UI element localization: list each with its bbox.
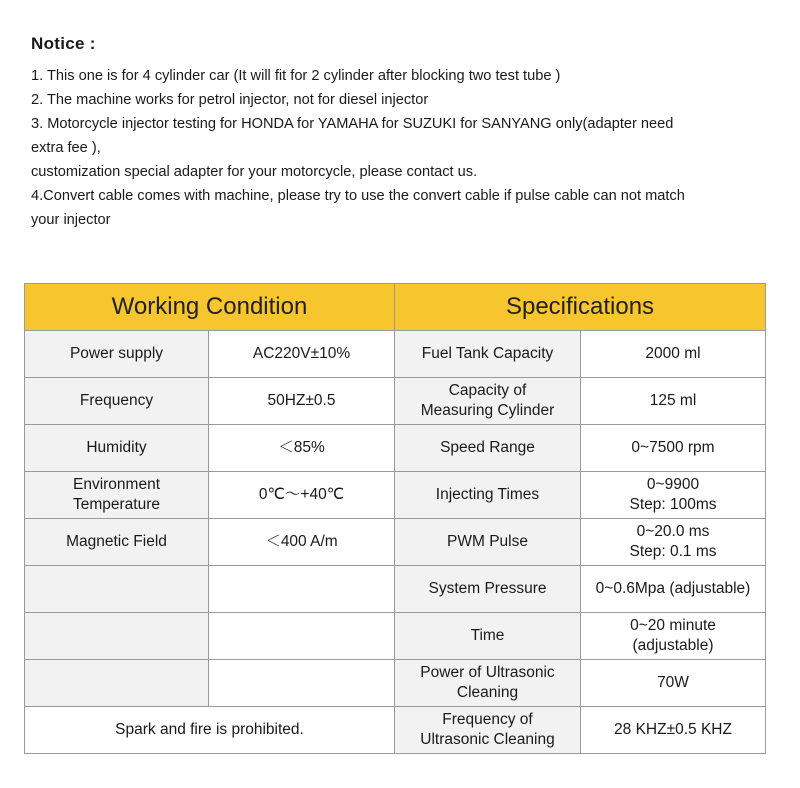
notice-title: Notice :	[31, 34, 96, 53]
spec-label: Speed Range	[395, 425, 581, 472]
empty-cell	[25, 566, 209, 613]
spec-label: Capacity of Measuring Cylinder	[395, 378, 581, 425]
spec-value: 2000 ml	[581, 331, 766, 378]
working-label: Environment Temperature	[25, 472, 209, 519]
spec-value: 0~20.0 ms Step: 0.1 ms	[581, 519, 766, 566]
spec-label: Time	[395, 613, 581, 660]
table-row	[25, 613, 766, 660]
table-header-row	[25, 284, 766, 331]
spec-label: Frequency of Ultrasonic Cleaning	[395, 707, 581, 754]
empty-cell	[25, 613, 209, 660]
table-row	[25, 425, 766, 472]
spec-label: PWM Pulse	[395, 519, 581, 566]
table-row	[25, 660, 766, 707]
table-row	[25, 472, 766, 519]
notice-section	[31, 34, 781, 232]
working-value: 50HZ±0.5	[209, 378, 395, 425]
spec-value: 0~0.6Mpa (adjustable)	[581, 566, 766, 613]
notice-line: 2. The machine works for petrol injector, not for diesel injector	[31, 92, 429, 108]
notice-line: 4.Convert cable comes with machine, please try to use the convert cable if pulse cable can not match	[31, 188, 685, 204]
spec-value: 0~7500 rpm	[581, 425, 766, 472]
empty-cell	[25, 660, 209, 707]
spec-label: System Pressure	[395, 566, 581, 613]
notice-line: customization special adapter for your motorcycle, please contact us.	[31, 164, 478, 180]
spec-value: 125 ml	[581, 378, 766, 425]
working-label: Humidity	[25, 425, 209, 472]
working-value: ＜400 A/m	[209, 519, 395, 566]
spec-value: 28 KHZ±0.5 KHZ	[581, 707, 766, 754]
working-value: ＜85%	[209, 425, 395, 472]
empty-cell	[209, 660, 395, 707]
spec-label: Fuel Tank Capacity	[395, 331, 581, 378]
working-condition-header: Working Condition	[25, 284, 395, 331]
working-label: Magnetic Field	[25, 519, 209, 566]
notice-line: extra fee ),	[31, 140, 101, 156]
notice-line: 3. Motorcycle injector testing for HONDA for YAMAHA for SUZUKI for SANYANG only(adapter need	[31, 116, 674, 132]
table-row	[25, 519, 766, 566]
working-label: Power supply	[25, 331, 209, 378]
notice-line: your injector	[31, 212, 111, 228]
table-row	[25, 378, 766, 425]
working-value: AC220V±10%	[209, 331, 395, 378]
spec-value: 0~20 minute (adjustable)	[581, 613, 766, 660]
table-row	[25, 707, 766, 754]
specifications-header: Specifications	[395, 284, 766, 331]
empty-cell	[209, 566, 395, 613]
spec-table	[24, 283, 766, 754]
spec-value: 70W	[581, 660, 766, 707]
empty-cell	[209, 613, 395, 660]
spec-label: Injecting Times	[395, 472, 581, 519]
working-note: Spark and fire is prohibited.	[25, 707, 395, 754]
spec-label: Power of Ultrasonic Cleaning	[395, 660, 581, 707]
table-row	[25, 331, 766, 378]
table-row	[25, 566, 766, 613]
notice-line: 1. This one is for 4 cylinder car (It will fit for 2 cylinder after blocking two test tube )	[31, 68, 561, 84]
working-label: Frequency	[25, 378, 209, 425]
notice-lines	[31, 64, 781, 232]
spec-value: 0~9900 Step: 100ms	[581, 472, 766, 519]
working-value: 0℃～+40℃	[209, 472, 395, 519]
